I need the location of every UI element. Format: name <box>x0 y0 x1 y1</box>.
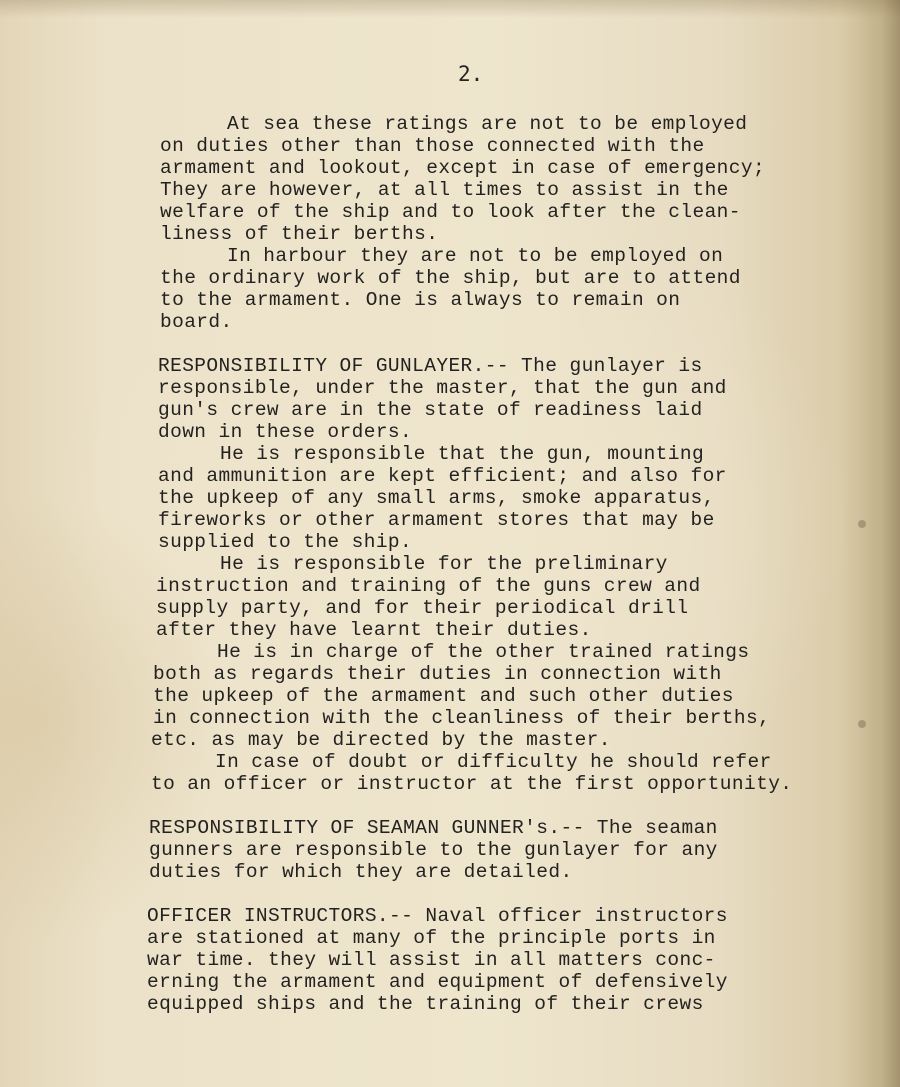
text-line: etc. as may be directed by the master. <box>151 729 611 751</box>
text-line: war time. they will assist in all matters conc- <box>147 949 716 971</box>
text-line: on duties other than those connected with the <box>160 135 705 157</box>
text-line: gunners are responsible to the gunlayer for any <box>149 839 718 861</box>
text-line: At sea these ratings are not to be employed <box>227 113 748 135</box>
text-line: in connection with the cleanliness of their berths, <box>153 707 771 729</box>
text-line: both as regards their duties in connection with <box>153 663 722 685</box>
text-line: He is responsible that the gun, mounting <box>220 443 705 465</box>
text-line: equipped ships and the training of their crews <box>147 993 704 1015</box>
text-line: to an officer or instructor at the first opportunity. <box>151 773 793 795</box>
text-line: welfare of the ship and to look after the clean- <box>160 201 741 223</box>
binding-hole <box>858 520 866 528</box>
text-line: In harbour they are not to be employed on <box>227 245 724 267</box>
text-line: duties for which they are detailed. <box>149 861 573 883</box>
text-line: the upkeep of any small arms, smoke apparatus, <box>158 487 715 509</box>
text-line: board. <box>160 311 233 333</box>
page-gutter-shadow <box>840 0 900 1087</box>
text-line: liness of their berths. <box>160 223 439 245</box>
text-line: the ordinary work of the ship, but are to attend <box>160 267 741 289</box>
text-line: supplied to the ship. <box>158 531 413 553</box>
text-line: He is in charge of the other trained ratings <box>217 641 750 663</box>
section-heading-line: RESPONSIBILITY OF SEAMAN GUNNER's.-- The seaman <box>149 817 718 839</box>
section-heading-line: OFFICER INSTRUCTORS.-- Naval officer instructors <box>147 905 728 927</box>
text-line: and ammunition are kept efficient; and also for <box>158 465 727 487</box>
text-line: He is responsible for the preliminary <box>220 553 668 575</box>
text-line: instruction and training of the guns crew and <box>156 575 701 597</box>
text-line: In case of doubt or difficulty he should refer <box>215 751 772 773</box>
text-line: responsible, under the master, that the gun and <box>158 377 727 399</box>
text-line: the upkeep of the armament and such other duties <box>153 685 734 707</box>
text-line: to the armament. One is always to remain on <box>160 289 681 311</box>
binding-hole <box>858 720 866 728</box>
text-line: are stationed at many of the principle ports in <box>147 927 716 949</box>
text-line: gun's crew are in the state of readiness laid <box>158 399 703 421</box>
page-number: 2. <box>458 62 484 86</box>
text-line: down in these orders. <box>158 421 413 443</box>
page-top-shadow <box>0 0 900 18</box>
text-line: armament and lookout, except in case of emergency; <box>160 157 766 179</box>
text-line: They are however, at all times to assist in the <box>160 179 729 201</box>
section-heading-line: RESPONSIBILITY OF GUNLAYER.-- The gunlayer is <box>158 355 703 377</box>
text-line: supply party, and for their periodical drill <box>156 597 689 619</box>
text-line: after they have learnt their duties. <box>156 619 592 641</box>
text-line: fireworks or other armament stores that may be <box>158 509 715 531</box>
text-line: erning the armament and equipment of defensively <box>147 971 728 993</box>
